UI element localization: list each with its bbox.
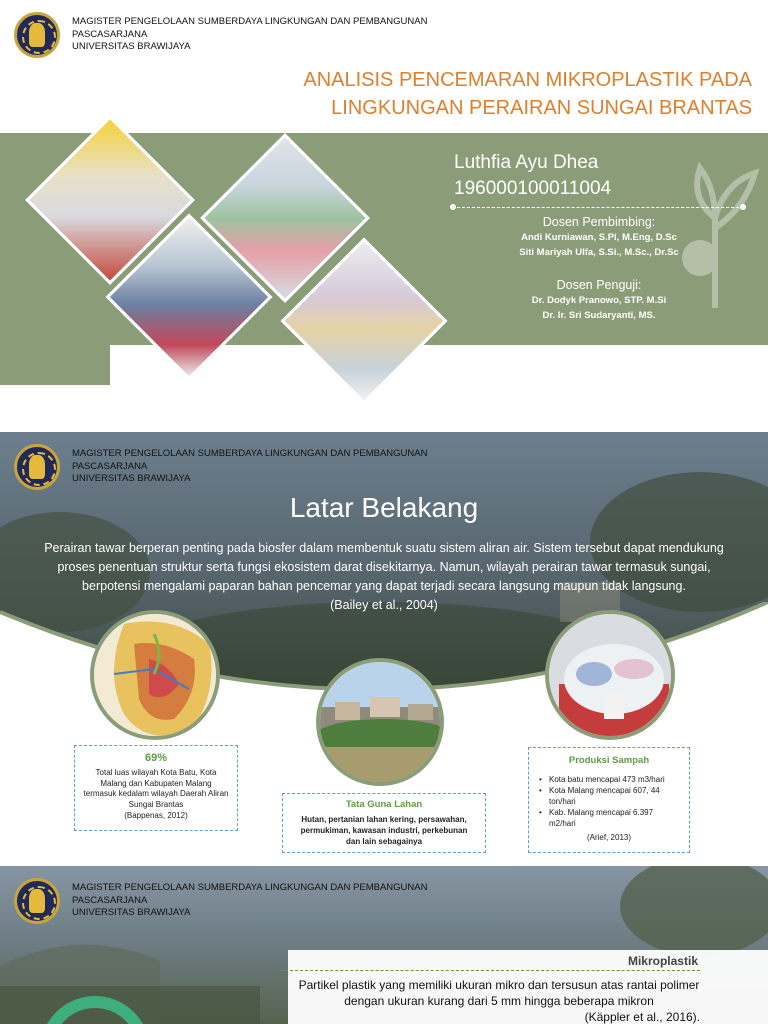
supervisor-name-1: Andi Kurniawan, S.Pi, M.Eng, D.Sc xyxy=(521,232,677,243)
waste-item-malang-city: • Kota Malang mencapai 607, 44 ton/hari xyxy=(539,785,679,807)
microplastic-citation: (Käppler et al., 2016). xyxy=(584,1010,700,1024)
header-text xyxy=(72,12,427,54)
microplastic-definition xyxy=(298,977,700,1024)
waste-item-batu: • Kota batu mencapai 473 m3/hari xyxy=(539,774,679,785)
faculty-name: PASCASARJANA xyxy=(72,894,148,906)
waste-item-malang-regency: • Kab. Malang mencapai 6.397 m2/hari xyxy=(539,807,679,829)
examiner-block xyxy=(458,277,740,323)
microplastic-definition-text: Partikel plastik yang memiliki ukuran mikro dan tersusun atas rantai polimer dengan ukuran kurang dari 5 mm hingga beberapa mikron xyxy=(298,978,700,1008)
faculty-name: PASCASARJANA xyxy=(72,460,148,472)
university-name: UNIVERSITAS BRAWIJAYA xyxy=(72,41,191,52)
author-divider xyxy=(452,207,744,208)
program-name: MAGISTER PENGELOLAAN SUMBERDAYA LINGKUNGAN DAN PEMBANGUNAN xyxy=(72,16,428,27)
university-logo xyxy=(14,444,60,490)
waste-production-citation: (Arief, 2013) xyxy=(586,833,632,842)
faculty-name: PASCASARJANA xyxy=(72,28,148,40)
definition-divider xyxy=(280,970,700,971)
land-use-heading: Tata Guna Lahan xyxy=(345,799,423,810)
author-block xyxy=(454,150,611,202)
waste-production-box xyxy=(528,747,690,853)
examiner-name-2: Dr. Ir. Sri Sudaryanti, MS. xyxy=(542,310,656,321)
title-line-2: LINGKUNGAN PERAIRAN SUNGAI BRANTAS xyxy=(331,97,752,119)
waste-production-list xyxy=(539,774,679,829)
author-id: 196000100011004 xyxy=(454,178,612,199)
supervisor-block xyxy=(458,214,740,260)
microplastic-slide xyxy=(0,866,768,1024)
waste-production-heading: Produksi Sampah xyxy=(568,755,650,766)
header-text xyxy=(72,444,427,486)
author-name: Luthfia Ayu Dhea xyxy=(454,152,599,173)
title-slide xyxy=(0,0,768,432)
background-slide xyxy=(0,432,768,866)
examiner-heading: Dosen Penguji: xyxy=(556,278,642,292)
title-line-1: ANALISIS PENCEMARAN MIKROPLASTIK PADA xyxy=(303,69,752,91)
university-name: UNIVERSITAS BRAWIJAYA xyxy=(72,473,191,484)
background-paragraph: Perairan tawar berperan penting pada biosfer dalam membentuk suatu sistem aliran air. Sistem tersebut dapat mendukung proses penentuan struktur serta fungsi ekosistem darat disekitarnya. Namun, wilayah perairan tawar termasuk sungai, berpotensi mengalami paparan bahan pencemar yang dapat terjadi secara langsung maupun tidak langsung. xyxy=(44,541,724,593)
area-percentage-box xyxy=(74,745,238,831)
university-logo xyxy=(14,12,60,58)
watershed-map-image xyxy=(90,610,220,740)
program-name: MAGISTER PENGELOLAAN SUMBERDAYA LINGKUNGAN DAN PEMBANGUNAN xyxy=(72,882,428,893)
area-percentage-value: 69% xyxy=(144,752,168,764)
university-name: UNIVERSITAS BRAWIJAYA xyxy=(72,907,191,918)
program-name: MAGISTER PENGELOLAAN SUMBERDAYA LINGKUNGAN DAN PEMBANGUNAN xyxy=(72,448,428,459)
land-use-box xyxy=(282,793,486,853)
slide-header xyxy=(14,878,427,924)
examiner-name-1: Dr. Dodyk Pranowo, STP. M.Si xyxy=(531,295,667,306)
header-text xyxy=(72,878,427,920)
slide-title: Latar Belakang xyxy=(289,492,479,523)
area-percentage-citation: (Bappenas, 2012) xyxy=(124,811,188,820)
university-logo xyxy=(14,878,60,924)
slide-header xyxy=(14,12,427,58)
microplastic-label: Mikroplastik xyxy=(627,954,698,968)
land-use-text: Hutan, pertanian lahan kering, persawahan, permukiman, kawasan industri, perkebunan dan lain sebagainya xyxy=(300,815,468,846)
background-citation: (Bailey et al., 2004) xyxy=(330,598,438,612)
riverside-settlement-image xyxy=(316,658,444,786)
supervisor-heading: Dosen Pembimbing: xyxy=(542,215,656,229)
supervisor-name-2: Siti Mariyah Ulfa, S.Si., M.Sc., Dr.Sc xyxy=(519,247,679,258)
area-percentage-text: Total luas wilayah Kota Batu, Kota Malang dan Kabupaten Malang termasuk kedalam wilayah Daerah Aliran Sungai Brantas xyxy=(83,768,229,809)
presentation-title xyxy=(212,66,752,122)
waste-pile-image xyxy=(545,610,675,740)
slide-header xyxy=(14,444,427,490)
